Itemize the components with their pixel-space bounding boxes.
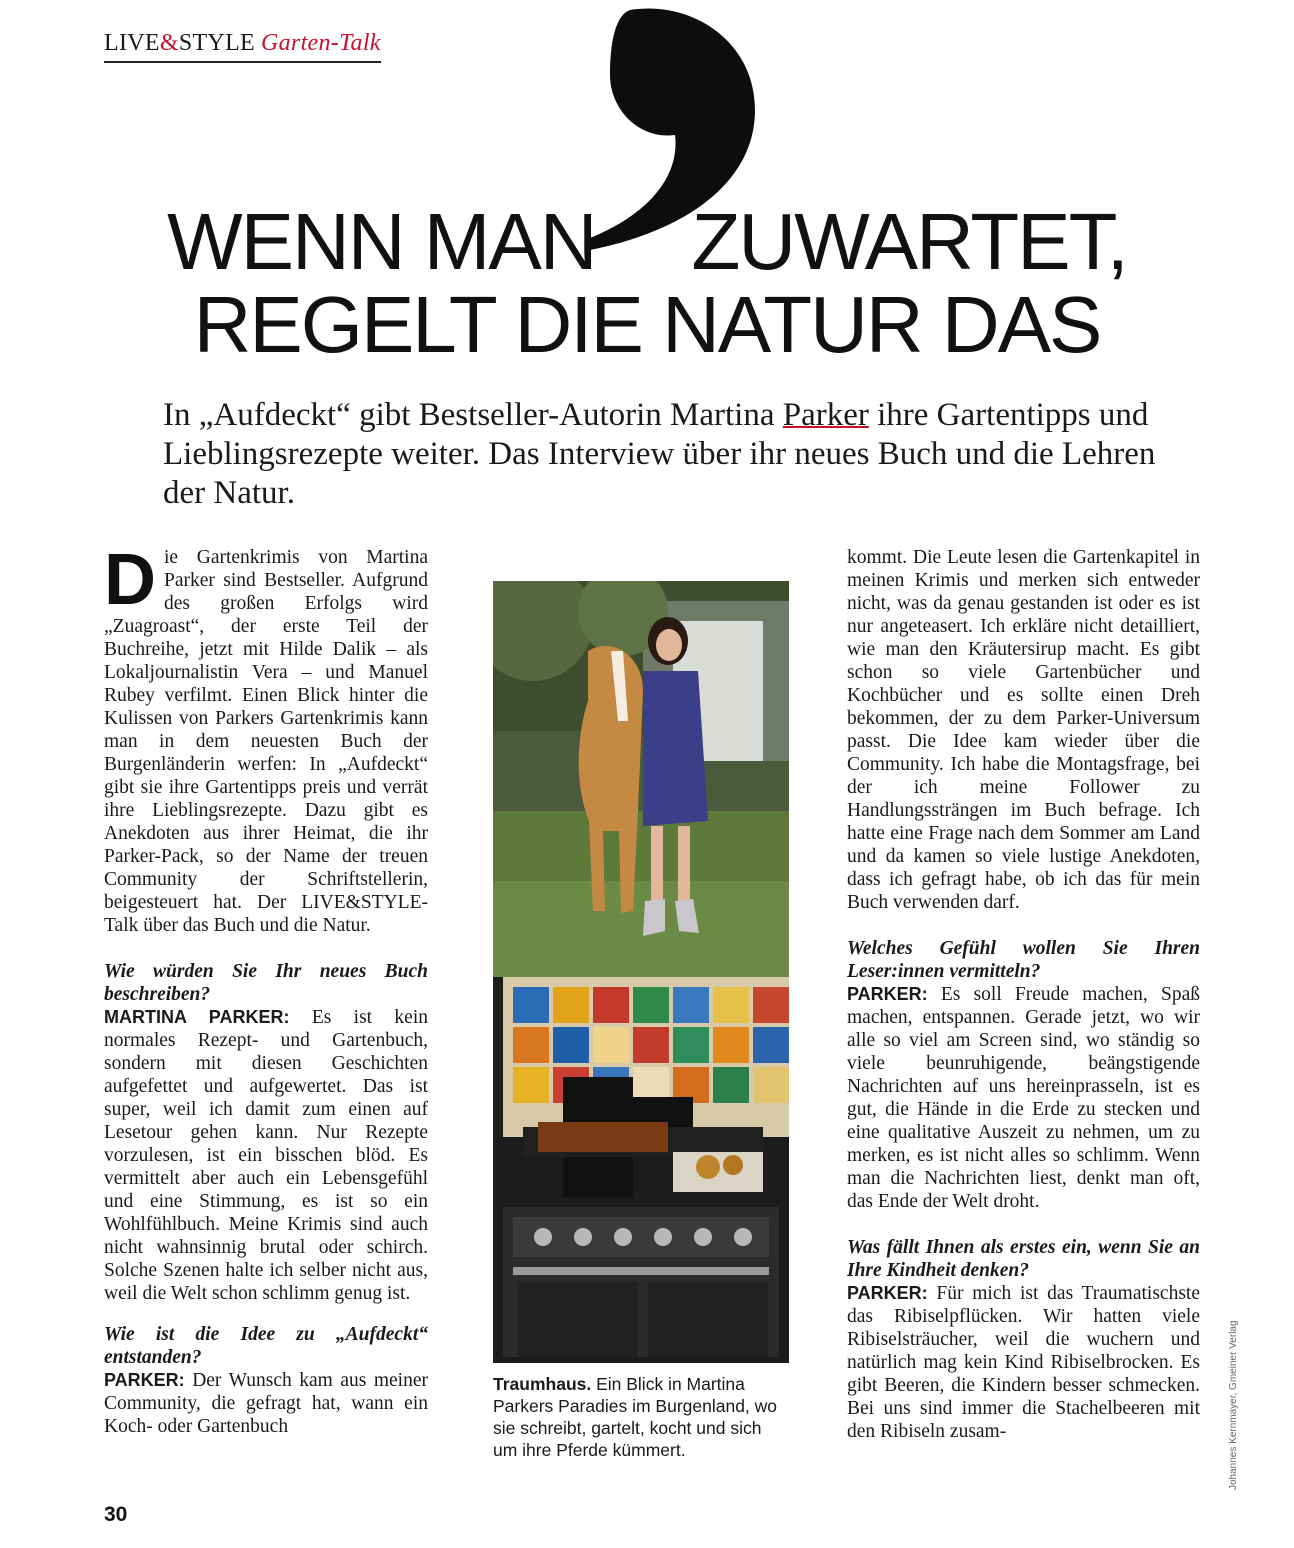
section-category: LIVE&STYLE <box>104 30 255 56</box>
headline-line1-part2: ZUWARTET, <box>691 197 1127 286</box>
speaker-label: PARKER: <box>104 1370 185 1390</box>
drop-cap: D <box>104 540 156 620</box>
interview-answer: PARKER: Es soll Freude machen, Spaß machen, entspannen. Gerade jetzt, wo wir alle so viel am Screen sind, wo ständig so viele beunruhigende, beängstigende Nachrichten auf uns hereinprasseln, ist es gut, die Hände in die Erde zu stecken und eine qualitative Auszeit zu nehmen, um zu merken, es ist nicht alles so schlimm. Wenn man die Nachrichten liest, denkt man oft, das Ende der Welt droht. <box>847 984 1200 1212</box>
interview-answer: PARKER: Für mich ist das Traumatischste das Ribiselpflücken. Wir hatten viele Ribiselsträucher, weil die wuchern und natürlich mag kein Kind Ribiselbrocken. Es gibt Beeren, die Kindern besser schmecken. Bei uns sind immer die Stachelbeeren mit den Ribiseln zusam- <box>847 1283 1200 1442</box>
lead-paragraph: In „Aufdeckt“ gibt Bestseller-Autorin Martina Parker ihre Gartentipps und Lieblingsrezepte weiter. Das Interview über ihr neues Buch und die Lehren der Natur. <box>163 397 1156 511</box>
caption-headline: Traumhaus. <box>493 1374 592 1394</box>
intro-paragraph: Die Gartenkrimis von Martina Parker sind Bestseller. Aufgrund des großen Erfolgs wird „Zuagroast“, der erste Teil der Buchreihe, jetzt mit Hilde Dalik – als Lokaljournalistin Vera – und Manuel Rubey verfilmt. Einen Blick hinter die Kulissen von Parkers Gartenkrimis kann man in dem neuesten Buch der Burgenländerin werfen: In „Aufdeckt“ gibt sie ihre Gartentipps preis und verrät ihre Lieblingsrezepte. Dazu gibt es Anekdoten aus ihrer Heimat, die ihr Parker-Pack, so der Name der treuen Community der Schriftstellerin, beigesteuert hat. Der LIVE&STYLE-Talk über das Buch und die Natur. <box>104 540 428 936</box>
speaker-label: MARTINA PARKER: <box>104 1007 290 1027</box>
interview-answer-continued: kommt. Die Leute lesen die Gartenkapitel in meinen Krimis und merken sich entweder nicht, was da genau gestanden ist oder es ist nur angeteasert. Ich erkläre nicht detailliert, wie man den Kräutersirup macht. Es gibt schon so viele Gartenbücher und Kochbücher und es sollte einen Dreh bekommen, der zu dem Parker-Universum passt. Die Idee kam wieder über die Community. Ich habe die Montagsfrage, bei der ich meine Follower zu Handlungssträngen im Buch befrage. Ich hatte eine Frage nach dem Sommer am Land und da kamen so viele lustige Anekdoten, dass ich gefragt habe, ob ich das für mein Buch verwenden darf. <box>847 547 1200 913</box>
article-column-left <box>104 540 428 1438</box>
interview-question: Welches Gefühl wollen Sie Ihren Leser:innen vermitteln? <box>847 938 1200 982</box>
headline-line2: REGELT DIE NATUR DAS <box>193 280 1101 369</box>
photo-kitchen-stove <box>493 977 789 1363</box>
headline-line1-part1: WENN MAN <box>167 197 596 286</box>
article-column-right <box>847 546 1200 1443</box>
photo-credit: Johannes Kernmayer, Gmeiner Verlag <box>1228 1320 1239 1490</box>
speaker-label: PARKER: <box>847 1283 928 1303</box>
page-number: 30 <box>104 1503 128 1526</box>
lead-underlined-name: Parker <box>782 397 869 433</box>
interview-question: Wie würden Sie Ihr neues Buch beschreiben? <box>104 961 428 1005</box>
headline <box>0 197 1294 369</box>
interview-question: Was fällt Ihnen als erstes ein, wenn Sie an Ihre Kindheit denken? <box>847 1237 1200 1281</box>
photo-caption: Traumhaus. Ein Blick in Martina Parkers Paradies im Burgenland, wo sie schreibt, gartelt, kocht und sich um ihre Pferde kümmert. <box>493 1374 778 1460</box>
interview-answer: PARKER: Der Wunsch kam aus meiner Community, die gefragt hat, wann ein Koch- oder Gartenbuch <box>104 1370 428 1437</box>
section-subcategory: Garten-Talk <box>261 30 381 56</box>
section-header <box>104 28 381 63</box>
interview-answer: MARTINA PARKER: Es ist kein normales Rezept- und Gartenbuch, sondern mit diesen Geschichten aufgefettet und aufgewertet. Das ist super, weil ich damit zum einen auf Lesetour gehen kann. Nur Rezepte vorzulesen, ist ein bisschen blöd. Es vermittelt aber auch ein Lebensgefühl und eine Stimmung, es ist so ein Wohlfühlbuch. Meine Krimis sind auch nicht wahnsinnig brutal oder schirch. Solche Szenen halte ich selber nicht aus, weil die Welt schon schlimm genug ist. <box>104 1007 428 1304</box>
interview-question: Wie ist die Idee zu „Aufdeckt“ entstanden? <box>104 1324 428 1368</box>
speaker-label: PARKER: <box>847 984 928 1004</box>
photo-woman-with-horse <box>493 581 789 977</box>
